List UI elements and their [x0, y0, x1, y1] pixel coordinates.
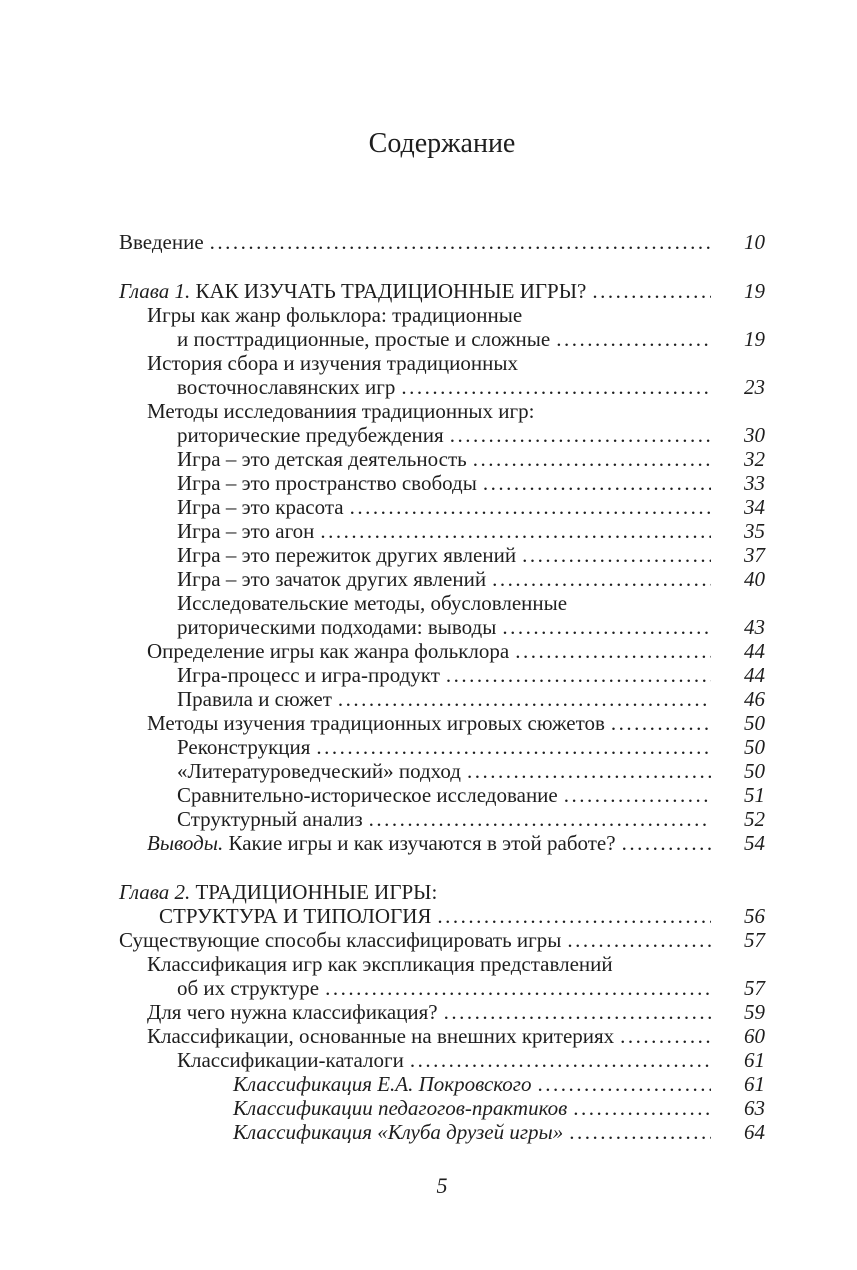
- toc-page-number: 63: [744, 1096, 765, 1120]
- toc-page-number: 56: [744, 904, 765, 928]
- dot-leader: [492, 567, 711, 591]
- toc-page-number: 61: [744, 1048, 765, 1072]
- toc-list: [119, 230, 765, 1144]
- toc-entry-label: Игра – это детская деятельность: [177, 447, 467, 471]
- dot-leader: [350, 495, 711, 519]
- dot-leader: [210, 230, 711, 254]
- toc-entry-label: СТРУКТУРА И ТИПОЛОГИЯ: [159, 904, 432, 928]
- toc-entry-label: Классификации-каталоги: [177, 1048, 404, 1072]
- toc-entry-label: История сбора и изучения традиционных: [147, 351, 518, 375]
- toc-entry-label: восточнославянских игр: [177, 375, 396, 399]
- toc-row: [119, 423, 765, 447]
- toc-row: [119, 976, 765, 1000]
- toc-page-number: 64: [744, 1120, 765, 1144]
- toc-page-number: 46: [744, 687, 765, 711]
- toc-page-number: 10: [744, 230, 765, 254]
- toc-page-number: 52: [744, 807, 765, 831]
- toc-entry-label: Классификация Е.А. Покровского: [233, 1072, 532, 1096]
- toc-page-number: 40: [744, 567, 765, 591]
- toc-row: [119, 1120, 765, 1144]
- toc-page-number: 32: [744, 447, 765, 471]
- toc-entry-label: риторическими подходами: выводы: [177, 615, 497, 639]
- dot-leader: [567, 928, 711, 952]
- toc-row: [119, 519, 765, 543]
- toc-row: [119, 1000, 765, 1024]
- toc-row: [119, 904, 765, 928]
- toc-entry-label: Определение игры как жанра фольклора: [147, 639, 510, 663]
- dot-leader: [502, 615, 711, 639]
- toc-entry-label: Исследовательские методы, обусловленные: [177, 591, 568, 615]
- toc-entry-label: и посттрадиционные, простые и сложные: [177, 327, 551, 351]
- toc-entry-label: Сравнительно-историческое исследование: [177, 783, 558, 807]
- toc-entry-label: Игра-процесс и игра-продукт: [177, 663, 440, 687]
- toc-entry-label: Реконструкция: [177, 735, 311, 759]
- toc-row: [119, 351, 765, 375]
- toc-page-number: 43: [744, 615, 765, 639]
- toc-row: [119, 952, 765, 976]
- toc-entry-label: Игры как жанр фольклора: традиционные: [147, 303, 523, 327]
- dot-leader: [622, 831, 711, 855]
- dot-leader: [569, 1120, 711, 1144]
- toc-entry-label: Для чего нужна классификация?: [147, 1000, 438, 1024]
- dot-leader: [450, 423, 711, 447]
- toc-page-number: 50: [744, 711, 765, 735]
- toc-entry-label: Игра – это агон: [177, 519, 315, 543]
- dot-leader: [592, 279, 711, 303]
- dot-leader: [320, 519, 711, 543]
- toc-page-number: 34: [744, 495, 765, 519]
- dot-leader: [522, 543, 711, 567]
- toc-entry-label: Правила и сюжет: [177, 687, 332, 711]
- toc-entry-label: Структурный анализ: [177, 807, 363, 831]
- toc-entry-italic-prefix: Глава 2.: [119, 880, 191, 904]
- toc-row: [119, 711, 765, 735]
- toc-row: [119, 543, 765, 567]
- toc-page-number: 59: [744, 1000, 765, 1024]
- toc-row: [119, 1048, 765, 1072]
- toc-row: [119, 230, 765, 254]
- toc-row: [119, 495, 765, 519]
- toc-entry-label: Глава 2. ТРАДИЦИОННЫЕ ИГРЫ:: [119, 880, 438, 904]
- dot-leader: [316, 735, 711, 759]
- toc-page-number: 30: [744, 423, 765, 447]
- dot-leader: [515, 639, 711, 663]
- toc-entry-label: Выводы. Какие игры и как изучаются в этой работе?: [147, 831, 616, 855]
- toc-row: [119, 591, 765, 615]
- toc-page-number: 35: [744, 519, 765, 543]
- page-title: Содержание: [368, 128, 516, 159]
- toc-row: [119, 279, 765, 303]
- toc-page-number: 57: [744, 928, 765, 952]
- toc-row: [119, 928, 765, 952]
- toc-page-number: 57: [744, 976, 765, 1000]
- toc-row: [119, 783, 765, 807]
- dot-leader: [483, 471, 711, 495]
- toc-page-number: 19: [744, 279, 765, 303]
- toc-entry-label: Классификация игр как экспликация представлений: [147, 952, 613, 976]
- toc-page-number: 50: [744, 759, 765, 783]
- toc-entry-label: Методы изучения традиционных игровых сюжетов: [147, 711, 605, 735]
- dot-leader: [446, 663, 711, 687]
- dot-leader: [620, 1024, 711, 1048]
- toc-row: [119, 880, 765, 904]
- toc-entry-label: Классификации, основанные на внешних критериях: [147, 1024, 615, 1048]
- toc-page-number: 37: [744, 543, 765, 567]
- dot-leader: [611, 711, 711, 735]
- toc-row: [119, 567, 765, 591]
- toc-entry-label: Классификация «Клуба друзей игры»: [233, 1120, 564, 1144]
- toc-row: [119, 831, 765, 855]
- toc-page-number: 50: [744, 735, 765, 759]
- toc-page-number: 44: [744, 663, 765, 687]
- toc-entry-label: Глава 1. КАК ИЗУЧАТЬ ТРАДИЦИОННЫЕ ИГРЫ?: [119, 279, 587, 303]
- toc-row: [119, 447, 765, 471]
- dot-leader: [338, 687, 711, 711]
- toc-entry-italic-prefix: Глава 1.: [119, 279, 191, 303]
- dot-leader: [538, 1072, 712, 1096]
- toc-entry-label: риторические предубеждения: [177, 423, 444, 447]
- dot-leader: [573, 1096, 711, 1120]
- dot-leader: [410, 1048, 711, 1072]
- toc-row: [119, 1072, 765, 1096]
- toc-row: [119, 687, 765, 711]
- toc-row: [119, 327, 765, 351]
- dot-leader: [473, 447, 711, 471]
- toc-row: [119, 807, 765, 831]
- dot-leader: [444, 1000, 711, 1024]
- toc-row: [119, 471, 765, 495]
- folio-page-number: 5: [436, 1173, 448, 1198]
- toc-entry-label: Игра – это зачаток других явлений: [177, 567, 487, 591]
- toc-entry-label: Игра – это пространство свободы: [177, 471, 477, 495]
- dot-leader: [325, 976, 711, 1000]
- toc-entry-label: об их структуре: [177, 976, 320, 1000]
- toc-page-number: 61: [744, 1072, 765, 1096]
- toc-entry-label: Игра – это красота: [177, 495, 344, 519]
- toc-row: [119, 1024, 765, 1048]
- toc-page-number: 44: [744, 639, 765, 663]
- toc-row: [119, 399, 765, 423]
- toc-page-number: 60: [744, 1024, 765, 1048]
- toc-row: [119, 375, 765, 399]
- dot-leader: [369, 807, 711, 831]
- toc-page-number: 51: [744, 783, 765, 807]
- toc-row: [119, 735, 765, 759]
- dot-leader: [437, 904, 711, 928]
- toc-entry-italic-prefix: Выводы.: [147, 831, 224, 855]
- dot-leader: [564, 783, 711, 807]
- toc-row: [119, 1096, 765, 1120]
- dot-leader: [467, 759, 711, 783]
- toc-entry-label: Существующие способы классифицировать игры: [119, 928, 562, 952]
- toc-entry-label: «Литературоведческий» подход: [177, 759, 461, 783]
- toc-page-number: 23: [744, 375, 765, 399]
- toc-entry-label: Классификации педагогов-практиков: [233, 1096, 568, 1120]
- toc-entry-label: Методы исследованиия традиционных игр:: [147, 399, 535, 423]
- toc-page-number: 33: [744, 471, 765, 495]
- toc-row: [119, 663, 765, 687]
- toc-page-number: 54: [744, 831, 765, 855]
- toc-row: [119, 615, 765, 639]
- dot-leader: [556, 327, 711, 351]
- dot-leader: [401, 375, 711, 399]
- toc-row: [119, 639, 765, 663]
- toc-page-number: 19: [744, 327, 765, 351]
- toc-entry-label: Игра – это пережиток других явлений: [177, 543, 517, 567]
- toc-row: [119, 759, 765, 783]
- toc-row: [119, 303, 765, 327]
- toc-entry-label: Введение: [119, 230, 204, 254]
